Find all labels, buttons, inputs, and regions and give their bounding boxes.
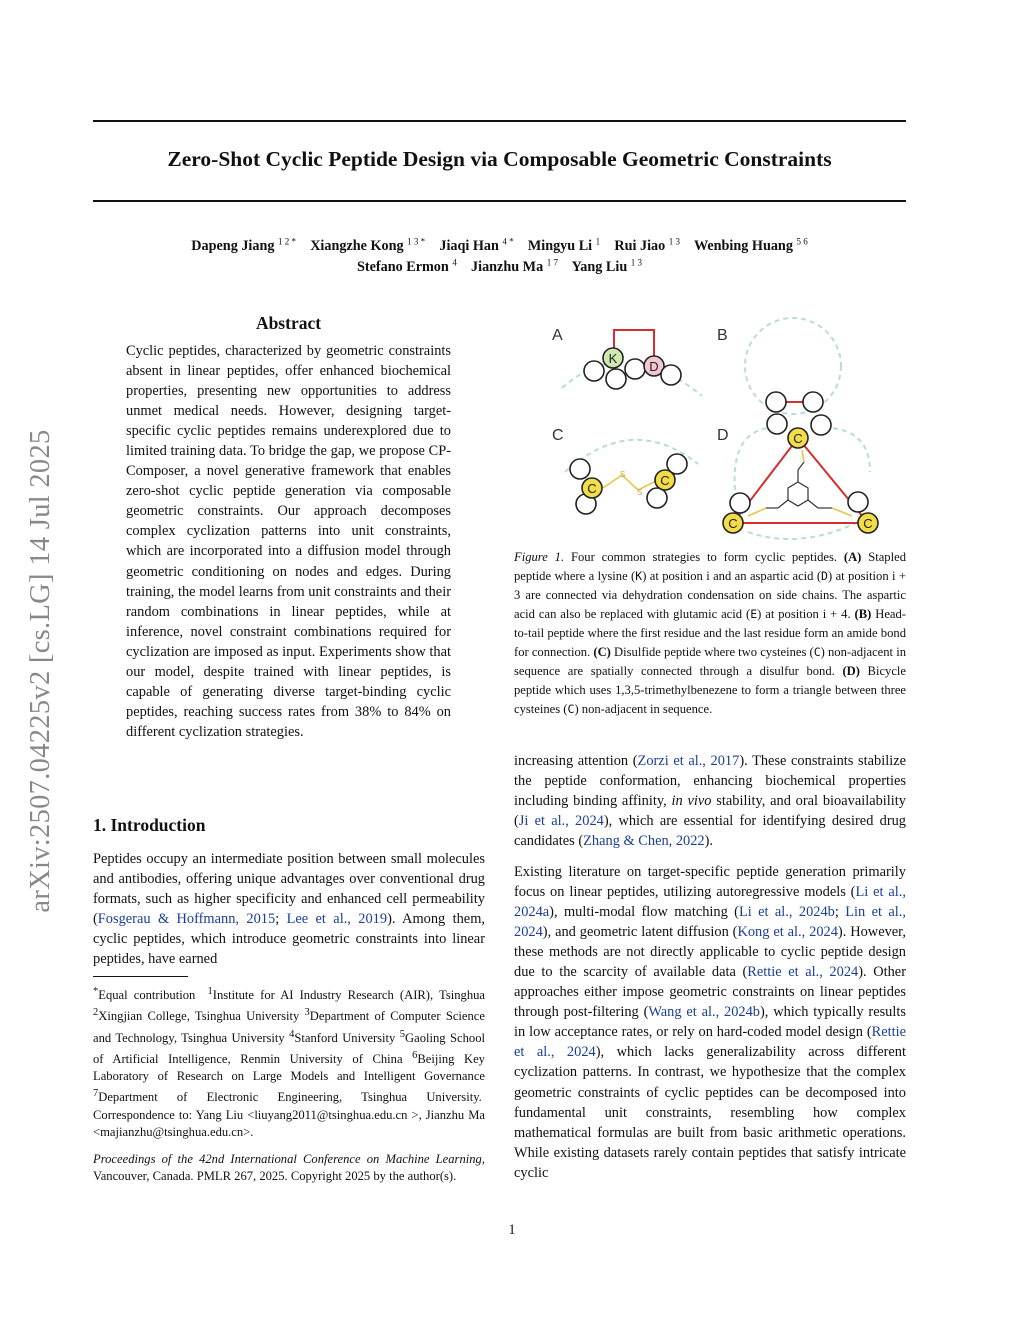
residue (647, 488, 667, 508)
title-bottom-rule (93, 200, 906, 202)
cysteine-label: C (587, 481, 597, 496)
linker-arm (778, 500, 788, 508)
residue (767, 414, 787, 434)
citation-link[interactable]: Li et al., 2024b (738, 904, 835, 921)
lysine-label: K (608, 351, 618, 366)
arxiv-identifier: arXiv:2507.04225v2 [cs.LG] 14 Jul 2025 (25, 429, 56, 913)
residue (848, 492, 868, 512)
page-number: 1 (508, 1222, 516, 1238)
aspartic-acid-label: D (649, 359, 659, 374)
disulfide-bond-c (603, 475, 658, 490)
correspondence: Correspondence to: Yang Liu <liuyang2011@tsinghua.edu.cn >, Jianzhu Ma <majianzhu@tsinghua.edu.cn>. (93, 1107, 485, 1139)
panel-label-a: A (552, 327, 563, 344)
footnotes (93, 983, 485, 1141)
cysteine-label: C (728, 516, 738, 531)
residue (570, 459, 590, 479)
benzene-ring (788, 482, 808, 506)
citation-link[interactable]: Wang et al., 2024b (648, 1004, 760, 1021)
citation-link[interactable]: Ji et al., 2024 (518, 813, 604, 830)
residue (606, 369, 626, 389)
panel-label-d: D (717, 427, 729, 444)
author-list-line-1 (93, 236, 906, 255)
sulfur-label: S (637, 488, 643, 497)
linker-arm (808, 500, 818, 508)
residue-last (803, 392, 823, 412)
author: Dapeng Jiang $^{1 2 *}$ (191, 236, 296, 254)
right-paragraph-1: increasing attention (Zorzi et al., 2017). These constraints stabilize the peptide conformation, enhancing biochemical properties including binding affinity, in vivo stability, and oral bioavailability (Ji et al., 2024), which are essential for identifying desired drug candidates (Zhang & Chen, 2022). (514, 753, 906, 850)
author: Xiangzhe Kong $^{1 3 *}$ (310, 236, 426, 254)
residue (661, 365, 681, 385)
section-heading-introduction: 1. Introduction (93, 815, 206, 835)
figure-1-caption: Figure 1. Four common strategies to form cyclic peptides. (A) Stapled peptide where a lysine (K) at position i and an aspartic acid (D) at position i + 3 are connected via dehydration condensation on side chains. The aspartic acid can also be replaced with glutamic acid (E) at position i + 4. (B) Head-to-tail peptide where the first residue and the last residue form an amide bond for connection. (C) Disulfide peptide where two cysteines (C) non-adjacent in sequence are spatially connected through a disulfur bond. (D) Bicycle peptide which uses 1,3,5-trimethylbenezene to form a triangle between three cysteines (C) non-adjacent in sequence. (514, 550, 907, 717)
author: Jianzhu Ma $^{1 7}$ (471, 257, 558, 275)
top-rule (93, 120, 906, 122)
residue (584, 361, 604, 381)
residue (730, 493, 750, 513)
author: Jiaqi Han $^{4 *}$ (439, 236, 514, 254)
citation-link[interactable]: Rettie et al., 2024 (747, 964, 859, 981)
abstract-heading: Abstract (255, 313, 322, 333)
affiliation-footnote: *Equal contribution $^1$Institute for AI Industry Research (AIR), Tsinghua $^2$Xingjian College, Tsinghua University $^3$Department of Computer Science and Technology, Tsinghua University $^4$Stanford University $^5$Gaoling School of Artificial Intelligence, Renmin University of China $^6$Beijing Key Laboratory of Research on Large Models and Intelligent Governance $^7$Department of Electronic Engineering, Tsinghua University. Correspondence to: Yang Liu <liuyang2011@tsinghua.edu.cn >, Jianzhu Ma <majianzhu@tsinghua.edu.cn>. (93, 986, 486, 1139)
footnote-rule (93, 976, 188, 977)
author: Stefano Ermon $^4$ (356, 257, 457, 275)
backbone-ring-b (745, 318, 841, 414)
right-paragraph-2: Existing literature on target-specific peptide generation primarily focus on linear peptides, utilizing autoregressive models (Li et al., 2024a), multi-modal flow matching (Li et al., 2024b; Lin et al., 2024), and geometric latent diffusion (Kong et al., 2024). However, these methods are not directly applicable to cyclic peptide design due to the scarcity of available data (Rettie et al., 2024). Other approaches either impose geometric constraints on linear peptides through post-filtering (Wang et al., 2024b), which typically results in low acceptance rates, or rely on hard-coded model design (Rettie et al., 2024), which lacks generalizability across different cyclization patterns. In contrast, we hypothesize that the complex geometric constraints of cyclic peptides can be decomposed into fundamental unit constraints, resembling how complex mathematical formulas are built from basic arithmetic operations. While existing datasets rarely contain peptides that satisfy intricate cyclic (514, 864, 907, 1181)
linker-arm (798, 462, 804, 470)
citation-link[interactable]: Lee et al., 2019 (286, 911, 388, 928)
residue (811, 415, 831, 435)
citation-link[interactable]: Zhang & Chen, 2022 (583, 833, 705, 850)
abstract-body: Cyclic peptides, characterized by geometric constraints absent in linear peptides, offer enhanced biochemical properties, presenting new opportunities to address unmet medical needs. However, designing target-specific cyclic peptides remains underexplored due to limited training data. To bridge the gap, we propose CP-Composer, a novel generative framework that enables zero-shot cyclic peptide generation via composable geometric constraints. Our approach decomposes complex cyclization patterns into unit constraints, which are incorporated into a diffusion model through geometric conditioning on nodes and edges. During training, the model learns from unit constraints and their random combinations in linear peptides, while at inference, novel constraint combinations required for cyclization are imposed as input. Experiments show that our model, despite trained with linear peptides, is capable of generating diverse target-binding cyclic peptides, reaching success rates from 38% to 84% on different cyclization strategies. (126, 343, 451, 740)
panel-label-c: C (552, 427, 564, 444)
citation-link[interactable]: Kong et al., 2024 (737, 924, 838, 941)
paper-title: Zero-Shot Cyclic Peptide Design via Composable Geometric Constraints (167, 147, 832, 171)
proceedings-note: Proceedings of the 42nd International Conference on Machine Learning, Vancouver, Canada. PMLR 267, 2025. Copyright 2025 by the author(s). (93, 1152, 485, 1184)
cysteine-label: C (863, 516, 873, 531)
residue (667, 454, 687, 474)
author-list-line-2 (93, 257, 906, 276)
citation-link[interactable]: Fosgerau & Hoffmann, 2015 (97, 911, 276, 928)
crosslink-triangle-d (733, 438, 868, 523)
figure-1-cyclization-strategies (540, 312, 920, 552)
author: Rui Jiao $^{1 3}$ (614, 236, 681, 254)
author: Yang Liu $^{1 3}$ (571, 257, 643, 275)
citation-link[interactable]: Zorzi et al., 2017 (637, 753, 740, 769)
author: Wenbing Huang $^{5 6}$ (693, 236, 808, 254)
cysteine-label: C (660, 473, 670, 488)
intro-paragraph: Peptides occupy an intermediate position between small molecules and antibodies, offering unique advantages over conventional drug formats, such as higher specificity and enhanced cell permeability (Fosgerau & Hoffmann, 2015; Lee et al., 2019). Among them, cyclic peptides, which introduce geometric constraints into linear peptides, have earned (93, 851, 485, 968)
residue-first (766, 392, 786, 412)
residue (625, 359, 645, 379)
author: Mingyu Li $^1$ (527, 236, 601, 254)
panel-label-b: B (717, 327, 728, 344)
citation-link[interactable]: Li et al., 2024a (514, 884, 907, 921)
citation-link[interactable]: Lin et al., 2024 (514, 904, 906, 941)
sulfur-label: S (620, 470, 626, 479)
cysteine-label: C (793, 431, 803, 446)
citation-link[interactable]: Rettie et al., 2024 (514, 1024, 906, 1061)
